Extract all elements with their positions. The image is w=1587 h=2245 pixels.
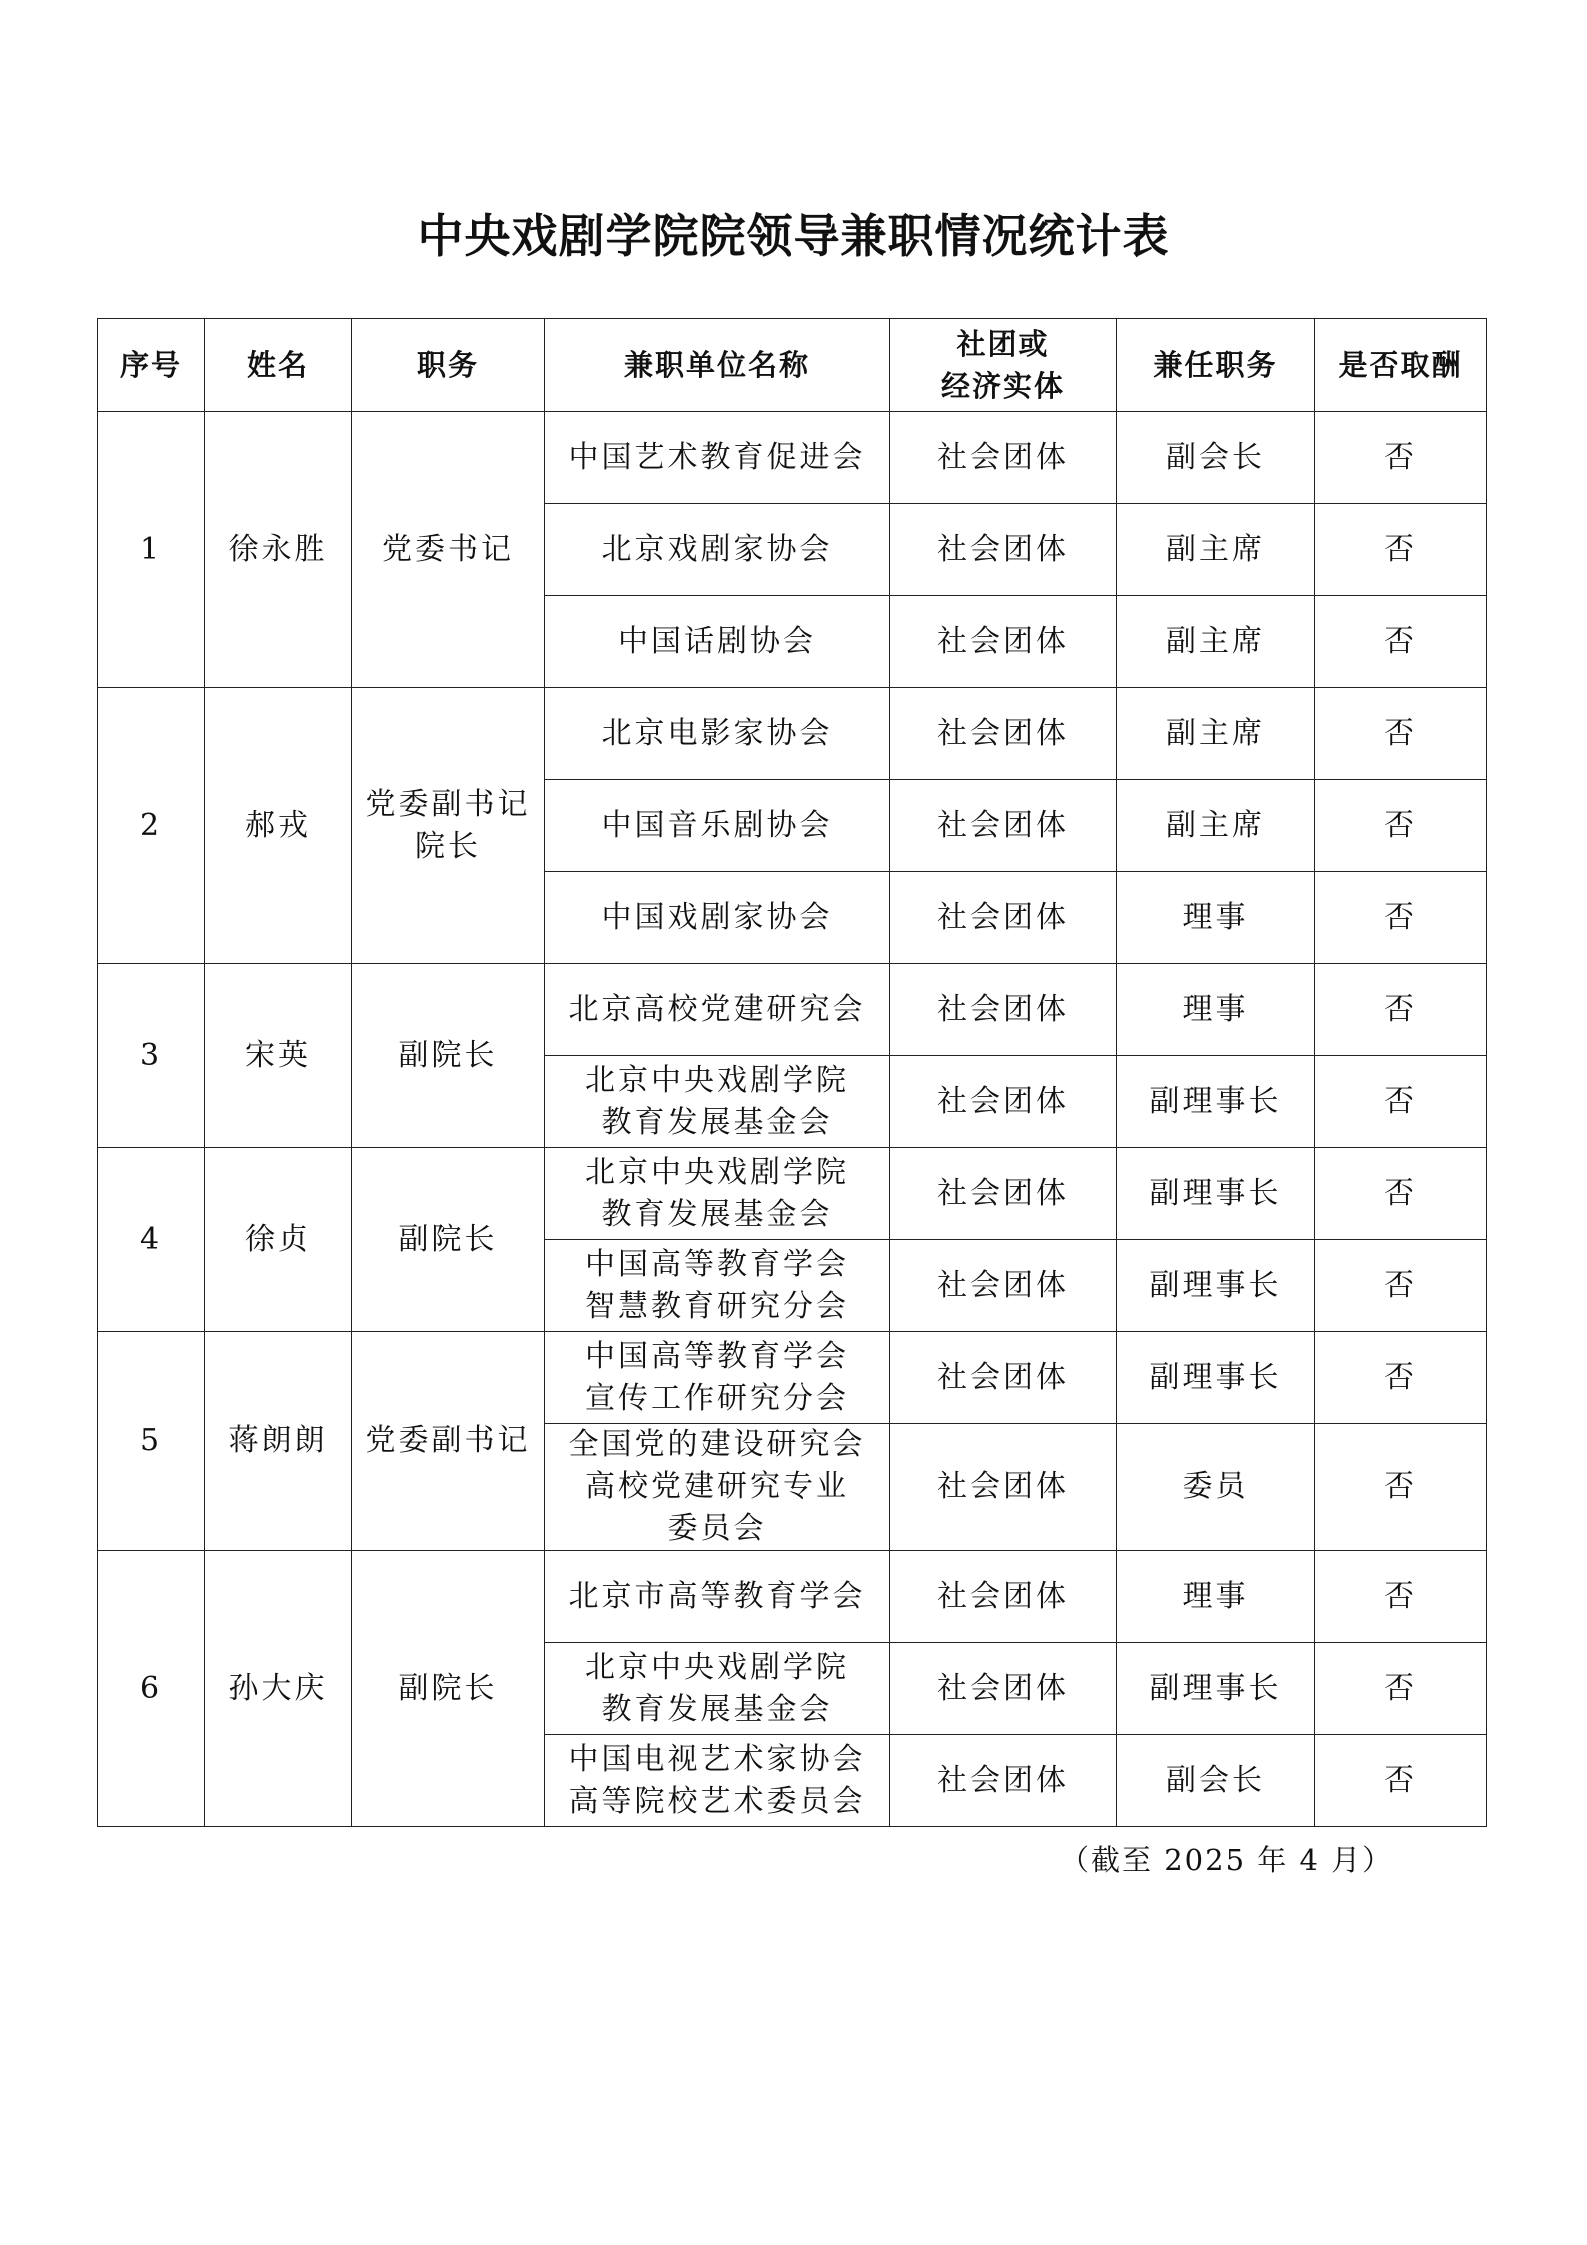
org-name <box>545 504 890 596</box>
person-name: 蒋朗朗 <box>205 1332 352 1551</box>
paid-status: 否 <box>1315 1735 1487 1827</box>
entity-type: 社会团体 <box>890 1643 1117 1735</box>
position-line: 副院长 <box>398 1670 498 1706</box>
table-row <box>98 1332 1487 1424</box>
concurrent-role: 副理事长 <box>1117 1056 1315 1148</box>
org-name-line: 北京戏剧家协会 <box>601 531 833 567</box>
org-name-line: 中国音乐剧协会 <box>601 807 833 843</box>
org-name <box>545 1332 890 1424</box>
paid-status: 否 <box>1315 964 1487 1056</box>
header-entity <box>890 319 1117 412</box>
concurrent-role: 副理事长 <box>1117 1643 1315 1735</box>
position-line: 副院长 <box>398 1221 498 1257</box>
person-seq: 6 <box>98 1551 205 1827</box>
org-name <box>545 688 890 780</box>
person-position <box>352 688 545 964</box>
concurrent-role: 副理事长 <box>1117 1240 1315 1332</box>
document-title: 中央戏剧学院院领导兼职情况统计表 <box>417 209 1170 263</box>
concurrent-positions-table <box>97 318 1487 1827</box>
position-line: 党委副书记 <box>365 1423 531 1458</box>
concurrent-role: 副理事长 <box>1117 1148 1315 1240</box>
header-name: 姓名 <box>205 319 352 412</box>
entity-type: 社会团体 <box>890 688 1117 780</box>
org-name-line: 中国电视艺术家协会 <box>568 1741 866 1777</box>
person-seq: 2 <box>98 688 205 964</box>
concurrent-role: 副主席 <box>1117 780 1315 872</box>
table-row <box>98 964 1487 1056</box>
table-body <box>98 412 1487 1827</box>
concurrent-role: 副会长 <box>1117 412 1315 504</box>
concurrent-role: 理事 <box>1117 964 1315 1056</box>
org-name-line: 委员会 <box>667 1511 767 1546</box>
entity-type: 社会团体 <box>890 1148 1117 1240</box>
org-name-line: 宣传工作研究分会 <box>585 1380 849 1416</box>
org-name-line: 教育发展基金会 <box>601 1104 833 1140</box>
paid-status: 否 <box>1315 1643 1487 1735</box>
entity-type: 社会团体 <box>890 596 1117 688</box>
person-name: 孙大庆 <box>205 1551 352 1827</box>
position-line: 党委书记 <box>382 531 514 567</box>
person-position <box>352 1551 545 1827</box>
paid-status: 否 <box>1315 872 1487 964</box>
paid-status: 否 <box>1315 688 1487 780</box>
paid-status: 否 <box>1315 412 1487 504</box>
paid-status: 否 <box>1315 1056 1487 1148</box>
paid-status: 否 <box>1315 1148 1487 1240</box>
paid-status: 否 <box>1315 1240 1487 1332</box>
person-name: 徐贞 <box>205 1148 352 1332</box>
concurrent-role: 理事 <box>1117 872 1315 964</box>
concurrent-role: 委员 <box>1117 1424 1315 1551</box>
org-name-line: 中国高等教育学会 <box>585 1338 849 1374</box>
person-position <box>352 964 545 1148</box>
concurrent-role: 副主席 <box>1117 504 1315 596</box>
org-name-line: 中国高等教育学会 <box>585 1246 849 1282</box>
org-name <box>545 872 890 964</box>
header-seq: 序号 <box>98 319 205 412</box>
concurrent-role: 副理事长 <box>1117 1332 1315 1424</box>
person-seq: 3 <box>98 964 205 1148</box>
person-seq: 5 <box>98 1332 205 1551</box>
org-name-line: 中国艺术教育促进会 <box>568 439 866 475</box>
table-row <box>98 1551 1487 1643</box>
org-name-line: 教育发展基金会 <box>601 1196 833 1232</box>
org-name-line: 北京中央戏剧学院 <box>585 1649 849 1685</box>
entity-type: 社会团体 <box>890 504 1117 596</box>
org-name <box>545 780 890 872</box>
entity-type: 社会团体 <box>890 1551 1117 1643</box>
org-name <box>545 964 890 1056</box>
org-name <box>545 1148 890 1240</box>
org-name <box>545 1240 890 1332</box>
header-entity-line1: 社团或 <box>956 327 1050 361</box>
person-name: 徐永胜 <box>205 412 352 688</box>
org-name-line: 教育发展基金会 <box>601 1691 833 1727</box>
header-paid: 是否取酬 <box>1315 319 1487 412</box>
entity-type: 社会团体 <box>890 780 1117 872</box>
org-name <box>545 596 890 688</box>
header-position: 职务 <box>352 319 545 412</box>
table-row <box>98 688 1487 780</box>
header-role: 兼任职务 <box>1117 319 1315 412</box>
org-name-line: 全国党的建设研究会 <box>568 1427 866 1462</box>
org-name-line: 北京市高等教育学会 <box>568 1578 866 1614</box>
org-name <box>545 412 890 504</box>
position-line: 副院长 <box>398 1037 498 1073</box>
table-row <box>98 1148 1487 1240</box>
person-name: 郝戎 <box>205 688 352 964</box>
person-position <box>352 412 545 688</box>
person-name: 宋英 <box>205 964 352 1148</box>
entity-type: 社会团体 <box>890 1735 1117 1827</box>
org-name-line: 高校党建研究专业 <box>585 1469 849 1504</box>
paid-status: 否 <box>1315 504 1487 596</box>
concurrent-role: 副主席 <box>1117 596 1315 688</box>
org-name-line: 北京中央戏剧学院 <box>585 1062 849 1098</box>
org-name <box>545 1551 890 1643</box>
person-position <box>352 1148 545 1332</box>
entity-type: 社会团体 <box>890 1332 1117 1424</box>
concurrent-role: 副会长 <box>1117 1735 1315 1827</box>
org-name-line: 北京电影家协会 <box>601 715 833 751</box>
org-name-line: 高等院校艺术委员会 <box>568 1783 866 1819</box>
table-row <box>98 412 1487 504</box>
person-seq: 4 <box>98 1148 205 1332</box>
position-line: 院长 <box>415 828 481 864</box>
entity-type: 社会团体 <box>890 1056 1117 1148</box>
header-row <box>98 319 1487 412</box>
entity-type: 社会团体 <box>890 1424 1117 1551</box>
date-note: （截至 2025 年 4 月） <box>1060 1843 1394 1877</box>
header-entity-line2: 经济实体 <box>940 369 1065 403</box>
org-name <box>545 1424 890 1551</box>
paid-status: 否 <box>1315 1424 1487 1551</box>
entity-type: 社会团体 <box>890 1240 1117 1332</box>
entity-type: 社会团体 <box>890 872 1117 964</box>
concurrent-role: 副主席 <box>1117 688 1315 780</box>
org-name-line: 中国话剧协会 <box>618 623 816 659</box>
person-position <box>352 1332 545 1551</box>
paid-status: 否 <box>1315 1551 1487 1643</box>
header-org: 兼职单位名称 <box>545 319 890 412</box>
org-name <box>545 1735 890 1827</box>
paid-status: 否 <box>1315 780 1487 872</box>
position-line: 党委副书记 <box>365 786 531 822</box>
org-name-line: 中国戏剧家协会 <box>601 899 833 935</box>
person-seq: 1 <box>98 412 205 688</box>
paid-status: 否 <box>1315 1332 1487 1424</box>
paid-status: 否 <box>1315 596 1487 688</box>
org-name <box>545 1643 890 1735</box>
concurrent-role: 理事 <box>1117 1551 1315 1643</box>
org-name-line: 北京高校党建研究会 <box>568 991 866 1027</box>
entity-type: 社会团体 <box>890 412 1117 504</box>
org-name-line: 智慧教育研究分会 <box>585 1288 849 1324</box>
org-name <box>545 1056 890 1148</box>
org-name-line: 北京中央戏剧学院 <box>585 1154 849 1190</box>
entity-type: 社会团体 <box>890 964 1117 1056</box>
